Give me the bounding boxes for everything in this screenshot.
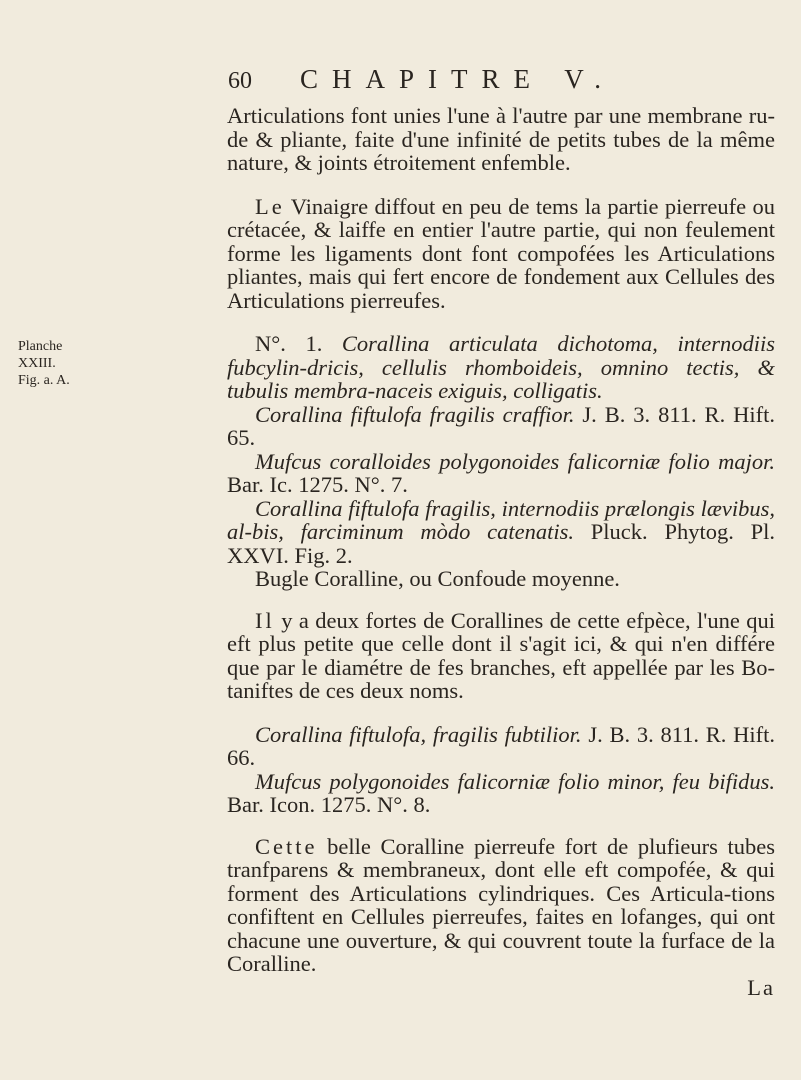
running-header [228,64,773,95]
margin-note-plate: Planche [18,339,63,354]
paragraph-2-text: Vinaigre diffout en peu de tems la partie pierreufe ou crétacée, & laiffe en entier l'autre partie, qui non feulement forme les ligaments dont font compofées les Articulations pliantes, mais qui fert encore de fondement aux Cellules des Articulations pierreufes. [227,193,776,313]
margin-note-figure: Fig. a. A. [18,373,70,388]
synonym-2-ref: Bar. Ic. 1275. N°. 7. [227,472,408,497]
entry-1-title: Corallina articulata dichotoma, internodiis fubcylin-dricis, cellulis rhomboideis, omnino tectis, & tubulis membra-naceis exiguis, colligatis. [227,331,776,403]
paragraph-3 [227,609,775,703]
synonym-2 [227,450,775,497]
paragraph-3-text: y a deux fortes de Corallines de cette efpèce, l'une qui eft plus petite que celle dont il s'agit ici, & qui n'en différe que par le diamétre de fes branches, eft appellée par les Bo-taniftes de ces deux noms. [227,607,775,703]
paragraph-3-lead: Il [255,607,275,633]
synonym-1 [227,403,775,450]
synonym-3 [227,497,775,568]
synonym-3-name: Corallina fiftulofa fragilis, internodiis prælongis lævibus, al-bis, farciminum mòdo catenatis. [227,495,775,544]
catchword: La [747,974,775,1000]
margin-note [18,338,108,389]
paragraph-2 [227,195,775,313]
entry-1-number: N°. 1. [255,331,323,356]
paragraph-2-lead: Le [255,193,285,219]
synonym-1-ref: J. B. 3. 811. R. Hift. 65. [227,401,775,450]
page-number: 60 [228,68,252,94]
entry-1 [227,332,775,403]
common-name: Bugle Coralline, ou Confoude moyenne. [255,566,620,591]
synonym-1-name: Corallina fiftulofa fragilis craffior. [255,401,575,427]
paragraph-4-text: belle Coralline pierreufe fort de plufieurs tubes tranfparens & membraneux, dont elle eft compofée, & qui forment des Articulations cylindriques. Ces Articula-tions confiftent en Cellules pierreufes, faites en lofanges, qui ont chacune une ouverture, & qui couvrent toute la furface de la Coralline. [227,833,775,976]
paragraph-4 [227,835,775,976]
synonym-3-ref: Pluck. Phytog. Pl. XXVI. Fig. 2. [227,519,775,568]
body-text [227,104,775,999]
paragraph-4-lead: Cette [255,833,318,859]
synonym-5-name: Mufcus polygonoides falicorniæ folio minor, feu bifidus. [255,768,775,794]
chapter-title: CHAPITRE V. [300,64,616,94]
synonym-2-name: Mufcus coralloides polygonoides falicorniæ folio major. [255,448,775,474]
paragraph-1: Articulations font unies l'une à l'autre par une membrane ru-de & pliante, faite d'une infinité de petits tubes de la même nature, & joints étroitement enfemble. [227,103,775,175]
synonym-4-name: Corallina fiftulofa, fragilis fubtilior. [255,721,582,747]
synonym-5 [227,770,775,817]
margin-note-number: XXIII. [18,356,56,371]
synonym-4-ref: J. B. 3. 811. R. Hift. 66. [227,721,775,770]
synonym-4 [227,723,775,770]
synonym-5-ref: Bar. Icon. 1275. N°. 8. [227,792,431,817]
